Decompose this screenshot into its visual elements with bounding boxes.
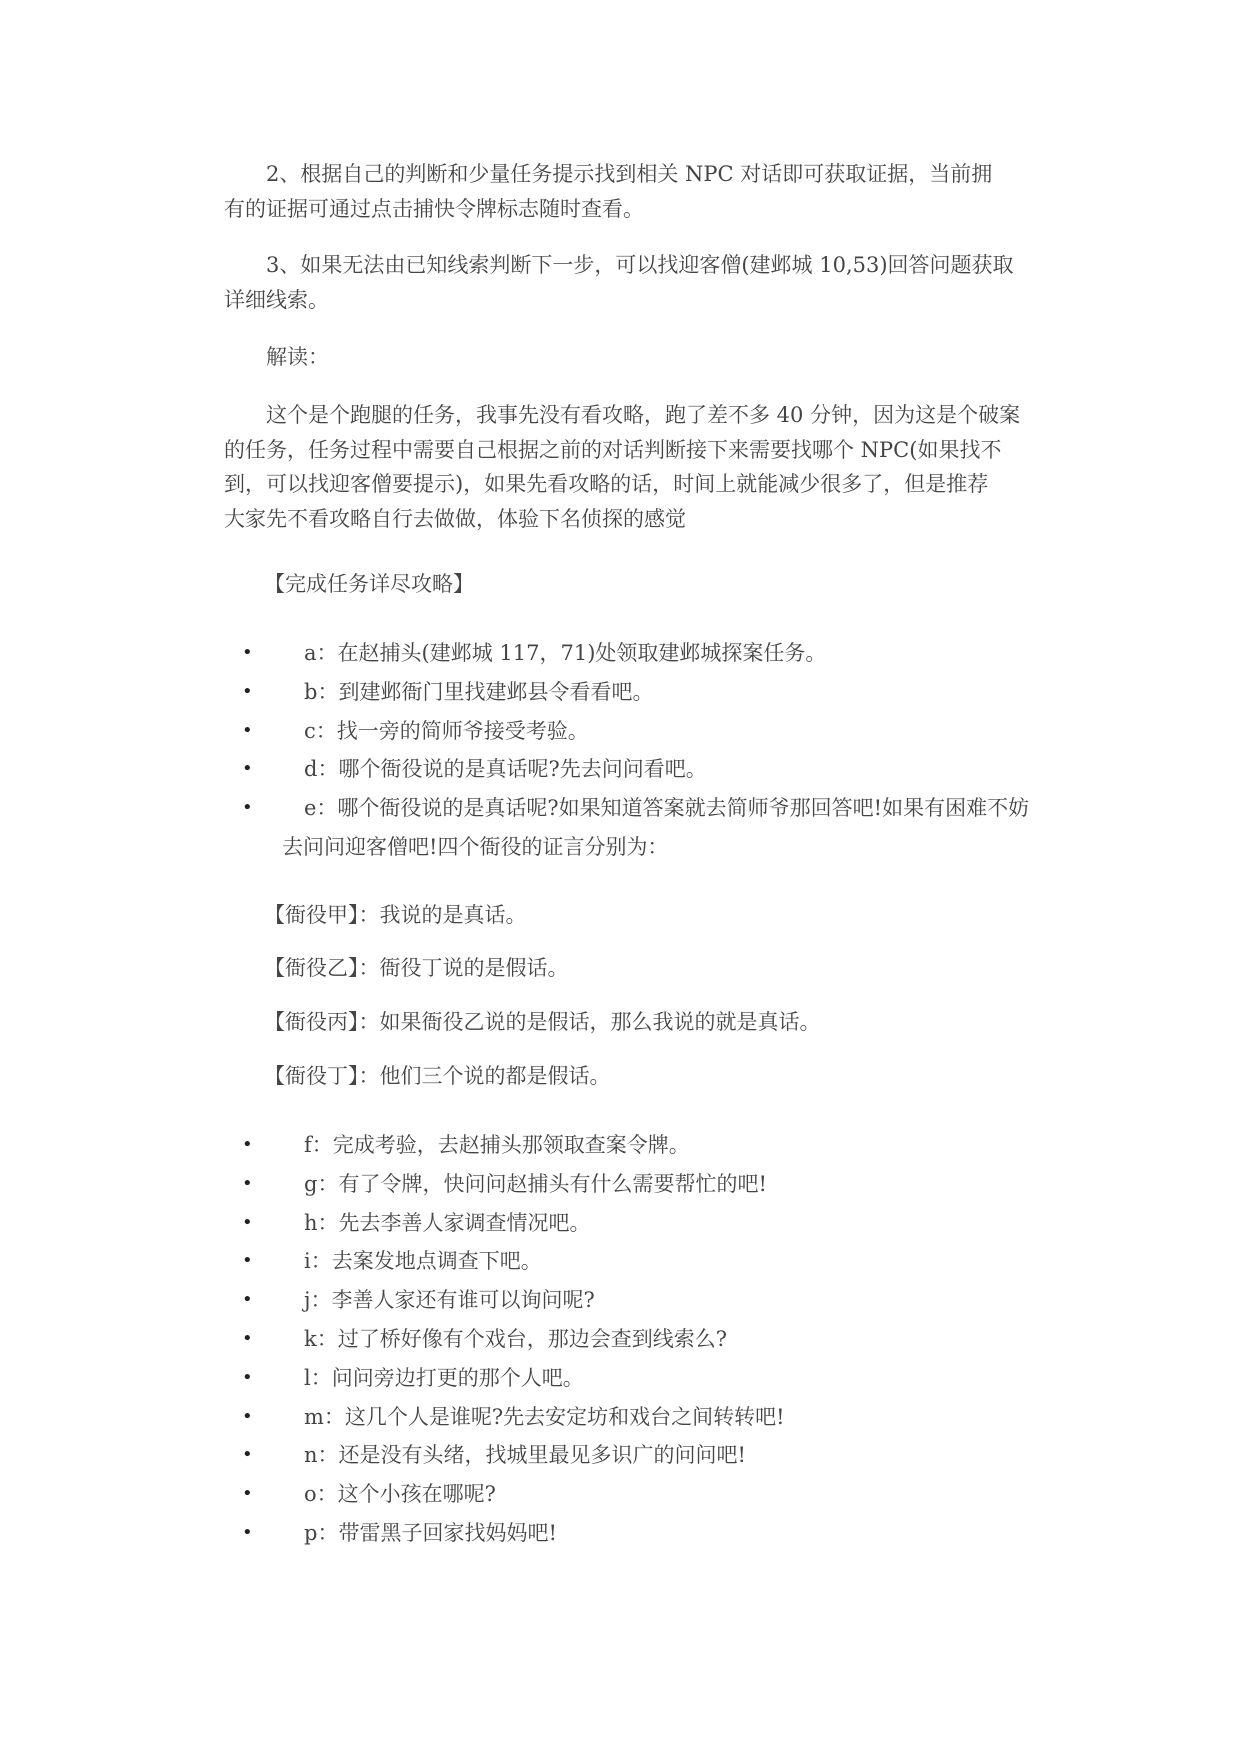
bullet-icon: • (242, 642, 253, 663)
bullet-icon: • (242, 1366, 253, 1388)
paragraph-line: 这个是个跑腿的任务，我事先没有看攻略，跑了差不多 40 分钟，因为这是个破案 (266, 403, 1021, 427)
paragraph-step-3 (224, 248, 1034, 317)
paragraph-step-2 (224, 157, 1034, 226)
paragraph-line: 大家先不看攻略自行去做做，体验下名侦探的感觉 (224, 506, 686, 531)
bullet-icon: • (242, 1483, 253, 1505)
bullet-icon: • (242, 1405, 253, 1427)
bullet-icon: • (242, 680, 253, 702)
bullet-icon: • (242, 797, 253, 819)
bullet-icon: • (242, 1444, 253, 1466)
testimony-ding: 【衙役丁】：他们三个说的都是假话。 (264, 1064, 611, 1088)
paragraph-line: 到，可以找迎客僧要提示)，如果先看攻略的话，时间上就能减少很多了，但是推荐 (224, 472, 989, 496)
document-page: 2、根据自己的判断和少量任务提示找到相关 NPC 对话即可获取证据，当前拥 有的证据可通过点击捕快令牌标志随时查看。 3、如果无法由已知线索判断下一步，可以找迎客僧(建邺城 10,53)回答问题获取 详细线索。 解读： 这个是个跑腿的任务，我事先没有看攻略，跑了差不多 40 分钟，因为这是个破案 的任务，任务过程中需要自己根据之前的对话判断接下来需要找哪个 NPC(如果找不 到，可以找迎客僧要提示)，如果先看攻略的话，时间上就能减少很多了，但是推荐 大家先不看攻略自行去做做，体验下名侦探的感觉 【完成任务详尽攻略】 • a：在赵捕头(建邺城 117，71)处领取建邺城探案任务。 • b：到建邺衙门里找建邺县令看看吧。 • c：找一旁的简师爷接受考验。 • d：哪个衙役说的是真话呢?先去问问看吧。 • e：哪个衙役说的是真话呢?如果知道答案就去简师爷那回答吧!如果有困难不妨 去问问迎客僧吧!四个衙役的证言分别为： 【衙役甲】：我说的是真话。 【衙役乙】：衙役丁说的是假话。 【衙役丙】：如果衙役乙说的是假话，那么我说的就是真话。 【衙役丁】：他们三个说的都是假话。 • f：完成考验，去赵捕头那领取查案令牌。 • g：有了令牌，快问问赵捕头有什么需要帮忙的吧! • h：先去李善人家调查情况吧。 • i：去案发地点调查下吧。 • j：李善人家还有谁可以询问呢? • k：过了桥好像有个戏台，那边会查到线索么? • l：问问旁边打更的那个人吧。 • m：这几个人是谁呢?先去安定坊和戏台之间转转吧! • n：还是没有头绪，找城里最见多识广的问问吧! • o：这个小孩在哪呢? • p：带雷黑子回家找妈妈吧! (0, 0, 1241, 1754)
bullet-icon: • (242, 1521, 253, 1543)
paragraph-line: 详细线索。 (224, 287, 329, 312)
bullet-icon: • (242, 1211, 253, 1233)
bullet-icon: • (242, 719, 253, 741)
list-item-line: e：哪个衙役说的是真话呢?如果知道答案就去简师爷那回答吧!如果有困难不妨 (304, 796, 1030, 821)
interpretation-label: 解读： (266, 345, 329, 369)
bullet-icon: • (242, 1172, 253, 1194)
testimony-jia: 【衙役甲】：我说的是真话。 (264, 903, 527, 927)
paragraph-line: 的任务，任务过程中需要自己根据之前的对话判断接下来需要找哪个 NPC(如果找不 (224, 437, 1002, 462)
bullet-icon: • (242, 1289, 253, 1311)
paragraph-line: 2、根据自己的判断和少量任务提示找到相关 NPC 对话即可获取证据，当前拥 (266, 162, 993, 186)
bullet-icon: • (242, 758, 253, 780)
paragraph-line: 有的证据可通过点击捕快令牌标志随时查看。 (224, 196, 644, 221)
testimony-yi: 【衙役乙】：衙役丁说的是假话。 (264, 956, 569, 980)
paragraph-line: 3、如果无法由已知线索判断下一步，可以找迎客僧(建邺城 10,53)回答问题获取 (266, 253, 1014, 277)
bullet-icon: • (242, 1327, 253, 1349)
section-heading: 【完成任务详尽攻略】 (264, 572, 474, 596)
testimony-bing: 【衙役丙】：如果衙役乙说的是假话，那么我说的就是真话。 (264, 1010, 821, 1034)
bullet-icon: • (242, 1250, 253, 1272)
list-item-line: 去问问迎客僧吧!四个衙役的证言分别为： (282, 834, 669, 859)
interpretation-paragraph (224, 398, 1034, 536)
bullet-icon: • (242, 1134, 253, 1155)
